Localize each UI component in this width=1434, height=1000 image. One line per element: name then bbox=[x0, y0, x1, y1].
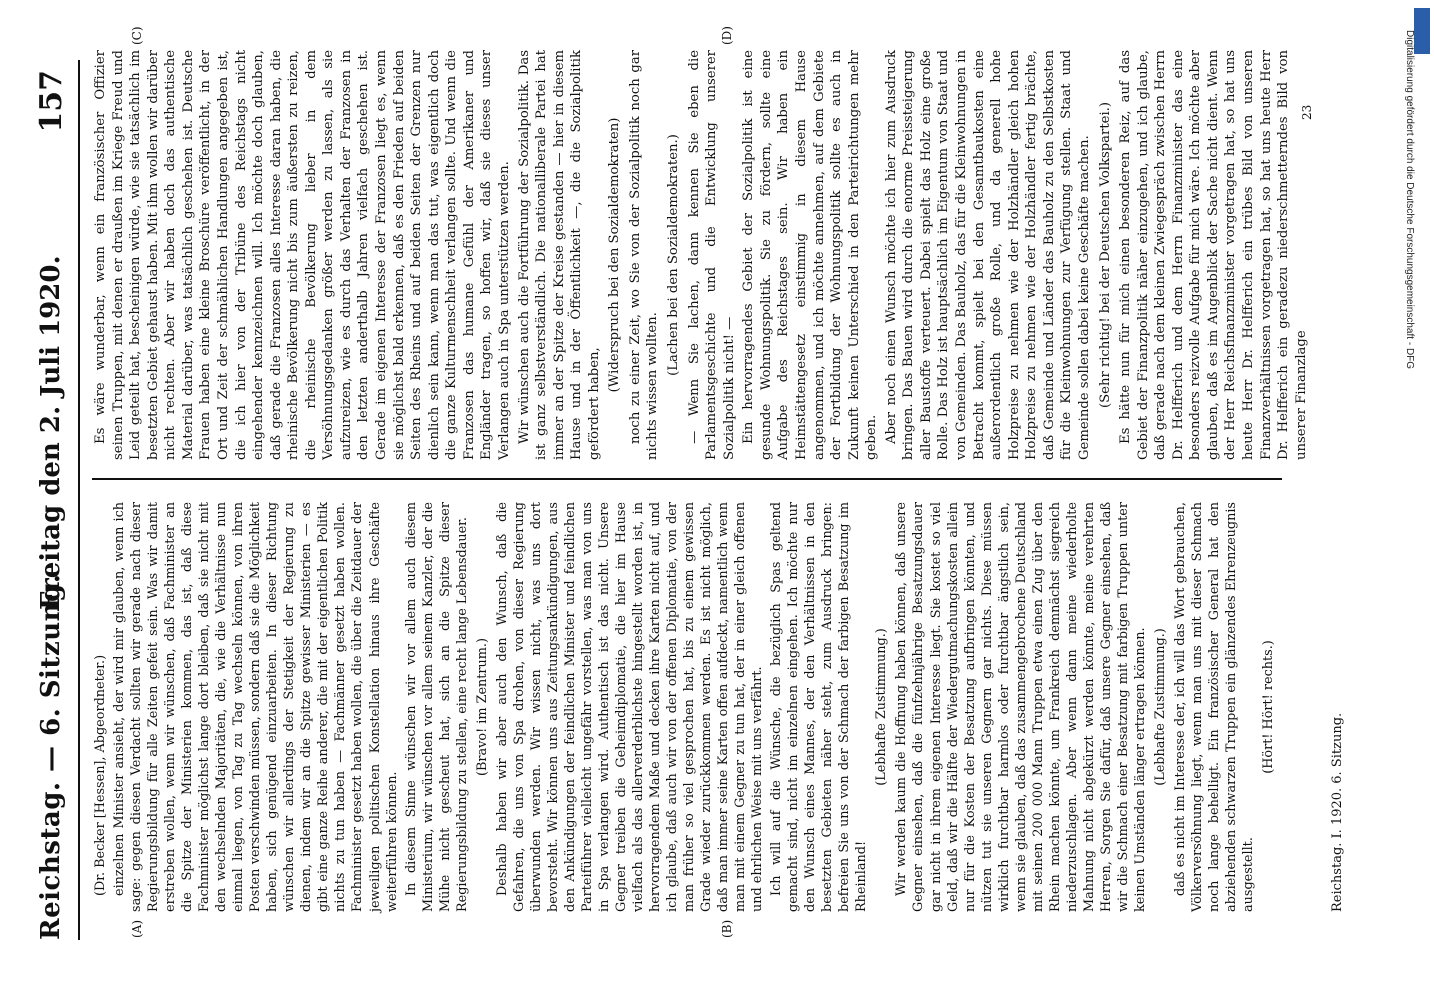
footer-signature: 23 bbox=[1300, 104, 1314, 120]
interjection: (Sehr richtig! bei der Deutschen Volkspartei.) bbox=[1097, 101, 1113, 409]
interjection: (Widerspruch bei den Sozialdemokraten) bbox=[607, 117, 623, 393]
paragraph: Wir werden kaum die Hoffnung haben können, daß unsere Gegner einsehen, daß die fünfzehnjährige Besatzungsdauer gar nicht in ihrem eigenen Interesse liegt. Sie kostet so viel Geld, daß wir die Hälfte der Wiedergutmachungskosten allein nur für die Kosten der Besatzung aufbringen könnten, und nützen tut sie unseren Gegnern gar nichts. Diese müssen wirklich furchtbar harmlos oder furchtbar ängstlich sein, wenn sie glauben, daß das zusammengebrochene Deutschland mit seinen 200 000 Mann Truppen etwa einen Zug über den Rhein machen könnte, um Frankreich demnächst siegreich niederzuschlagen. Aber wenn dann meine wiederholte Mahnung nicht abgekürzt werden könnte, meine verehrten Herren, Sorgen Sie dafür, daß unsere Gegner einsehen, daß wir die Schmach einer Besatzung mit farbigen Truppen unter keinen Umständen länger ertragen können. bbox=[894, 502, 1148, 912]
interjection: (Lachen bei den Sozialdemokraten.) bbox=[666, 134, 681, 376]
credit-text: Digitalisierung gefördert durch die Deutsche Forschungsgemeinschaft - DFG bbox=[1404, 30, 1415, 370]
dfg-logo bbox=[1414, 8, 1430, 54]
margin-c: (C) bbox=[130, 26, 144, 45]
paragraph: — Wenn Sie lachen, dann kennen Sie eben die Parlamentsgeschichte und die Entwicklung unserer Sozialpolitik nicht! — bbox=[686, 50, 737, 460]
page-number: 157 bbox=[34, 70, 69, 133]
paragraph: Es wäre wunderbar, wenn ein französischer Offizier seinen Truppen, mit denen er draußen im Kriege Freud und Leid geteilt hat, bescheinigen würde, wie sie tatsächlich im besetzten Gebiet gehaust haben. Mit ihm wollen wir darüber nicht rechten. Aber wir haben doch das authentische Material darüber, was tatsächlich geschehen ist. Deutsche Frauen haben eine kleine Broschüre veröffentlicht, in der Ort und Zeit der schmählichen Handlungen angegeben ist, die ich hier von der Tribüne des Reichstags nicht eingehender kennzeichnen will. Ich möchte doch glauben, daß gerade die Franzosen alles Interesse daran haben, die rheinische Bevölkerung nicht bis zum äußersten zu reizen, die rheinische Bevölkerung lieber in dem Versöhnungsgedanken größer werden zu lassen, als sie aufzureizen, wie es durch das Verhalten der Franzosen in den letzten anderthalb Jahren vielfach geschehen ist. Gerade im eigenen Interesse der Franzosen liegt es, wenn sie möglichst bald erkennen, daß es den Frieden auf beiden Seiten des Rheins und auf beiden Seiten der Grenzen nur dienlich sein kann, wenn man das tut, was eigentlich doch die ganze Kulturmenschheit verlangen sollte. Und wenn die Franzosen das humane Gefühl der Amerikaner und Engländer tragen, so hoffen wir, daß sie dieses unser Verlangen auch in Spa unterstützen werden. bbox=[93, 50, 512, 460]
margin-a: (A) bbox=[130, 919, 144, 938]
paragraph: Ich will auf die Wünsche, die bezüglich Spas geltend gemacht sind, nicht im einzelnen eingehen. Ich möchte nur den Wunsch eines Mannes, der den Verhältnissen in den besetzten Gebieten näher steht, zum Ausdruck bringen: befreien Sie uns von der Schmach der farbigen Besatzung im Rheinland! bbox=[769, 502, 870, 912]
paragraph: Deshalb haben wir aber auch den Wunsch, daß die Gefahren, die uns von Spa drohen, von dieser Regierung überwunden werden. Wir wissen nicht, was uns dort bevorsteht. Wir können uns aus Zeitungsankündigungen, aus den Ankündigungen der feindlichen Minister und feindlichen Parteiführer vielleicht ungefähr vorstellen, was man von uns in Spa verlangen wird. Authentisch ist das nicht. Unsere Gegner treiben die Geheimdiplomatie, die hier im Hause vielfach als das allerverderblichste hingestellt worden ist, in hervorragendem Maße und decken ihre Karten nicht auf, und ich glaube, daß auch wir von der offenen Diplomatie, von der man früher so viel gesprochen hat, bis zu einem gewissen Grade wieder zurückkommen werden. Es ist nicht möglich, daß man immer seine Karten offen aufdeckt, namentlich wenn man mit einem Gegner zu tun hat, der in einer gleich offenen und ehrlichen Weise mit uns verfährt. bbox=[494, 502, 766, 912]
left-column bbox=[92, 502, 1280, 912]
column-divider bbox=[92, 478, 1282, 480]
header-rule bbox=[78, 60, 80, 940]
paragraph: daß es nicht im Interesse der, ich will das Wort gebrauchen, Völkerversöhnung liegt, wenn man uns mit dieser Schmach noch lange behelligt. Ein französischer General hat den abziehenden schwarzen Truppen ein glänzendes Ehrenzeugnis ausgestellt. bbox=[1172, 502, 1257, 912]
paragraph: einzelnen Minister ansieht, der wird mir glauben, wenn ich sage: gegen diesen Verdacht sollten wir gerade nach dieser Regierungsbildung für alle Zeiten gefeit sein. Was wir damit erstreben wollen, wenn wir wünschen, daß Fachminister an die Spitze der Ministerien kommen, das ist, daß diese Fachminister möglichst lange dort bleiben, daß sie nicht mit den wechselnden Majoritäten, die, wie die Verhältnisse nun einmal liegen, von Tag zu Tag wechseln können, von ihren Posten verschwinden müssen, sondern daß sie die Möglichkeit haben, sich genügend einzuarbeiten. In dieser Richtung wünschen wir allerdings der Stetigkeit der Regierung zu dienen, indem wir an die Spitze gewisser Ministerien — es gibt eine ganze Reihe anderer, die mit der eigentlichen Politik nichts zu tun haben — Fachmänner gesetzt haben wollen. Fachminister gesetzt haben wollen, die über die Zeitdauer der jeweiligen politischen Konstellation hinaus ihre Geschäfte weiterführen können. bbox=[112, 502, 400, 912]
paragraph: (Dr. Becker [Hessen], Abgeordneter.) bbox=[93, 654, 108, 896]
paragraph: In diesem Sinne wünschen wir vor allem auch diesem Ministerium, wir wünschen vor allem seinem Kanzler, der die Mühe nicht gescheut hat, sich an die Spitze dieser Regierungsbildung zu stellen, eine recht lange Lebensdauer. bbox=[403, 502, 470, 912]
header-session: Reichstag. — 6. Sitzung. bbox=[36, 573, 66, 940]
page-header bbox=[20, 70, 80, 940]
right-column bbox=[92, 50, 1312, 460]
interjection: (Lebhafte Zustimmung.) bbox=[1152, 628, 1168, 786]
footer-left: Reichstag. I. 1920. 6. Sitzung. bbox=[1330, 712, 1345, 912]
header-date: Freitag den 2. Juli 1920. bbox=[36, 255, 66, 610]
paragraph: Es hätte nun für mich einen besonderen Reiz, auf das Gebiet der Finanzpolitik näher einzugehen, und ich glaube, daß gerade nach dem kleinen Zwiegespräch zwischen Herrn Dr. Helfferich und dem Herrn Finanzminister das eine besonders reizvolle Aufgabe für mich wäre. Ich möchte aber glauben, daß es im Augenblick der Sache nicht dient. Wenn der Herr Reichsfinanzminister vorgetragen hat, so hat uns heute Herr Dr. Helfferich ein trübes Bild von unseren Finanzverhältnissen vorgetragen hat, so hat uns heute Herr Dr. Helfferich ein geradezu niederschmetterndes Bild von unserer Finanzlage bbox=[1118, 50, 1309, 460]
interjection: (Lebhafte Zustimmung.) bbox=[874, 628, 890, 786]
margin-b: (B) bbox=[720, 919, 734, 938]
paragraph: Aber noch einen Wunsch möchte ich hier zum Ausdruck bringen. Das Bauen wird durch die enorme Preissteigerung aller Baustoffe verteuert. Dabei spielt das Holz eine große Rolle. Das Holz ist hauptsächlich im Eigentum von Staat und von Gemeinden. Das Bauholz, das für die Kleinwohnungen in Betracht kommt, spielt bei den Gesamtbaukosten eine außerordentlich große Rolle, und da generell hohe Holzpreise zu nehmen wie der Holzhändler gleich hohen Holzpreise zu nehmen wie der Holzhändler fertig brächte, daß Gemeinde und Länder das Bauholz zu den Selbstkosten für die Kleinwohnungen zur Verfügung stellen. Staat und Gemeinde sollen dabei keine Geschäfte machen. bbox=[883, 50, 1092, 460]
paragraph: noch zu einer Zeit, wo Sie von der Sozialpolitik noch gar nichts wissen wollten. bbox=[627, 50, 661, 460]
paragraph: Ein hervorragendes Gebiet der Sozialpolitik ist eine gesunde Wohnungspolitik. Sie zu fördern, sollte eine Aufgabe des Reichstages sein. Wir haben ein Heimstättengesetz einstimmig in diesem Hause angenommen, und ich möchte annehmen, auf dem Gebiete der Fortbildung der Wohnungspolitik sollte es auch in Zukunft keinen Unterschied in den Parteirichtungen mehr geben. bbox=[741, 50, 880, 460]
margin-d: (D) bbox=[720, 26, 734, 45]
paragraph: Wir wünschen auch die Fortführung der Sozialpolitik. Das ist ganz selbstverständlich. Die nationalliberale Partei hat immer an der Spitze der Kreise gestanden — hier in diesem Hause und in der Öffentlichkeit —, die die Sozialpolitik gefördert haben, bbox=[516, 50, 602, 460]
interjection: (Hört! Hört! rechts.) bbox=[1261, 640, 1277, 774]
interjection: (Bravo! im Zentrum.) bbox=[474, 638, 490, 776]
